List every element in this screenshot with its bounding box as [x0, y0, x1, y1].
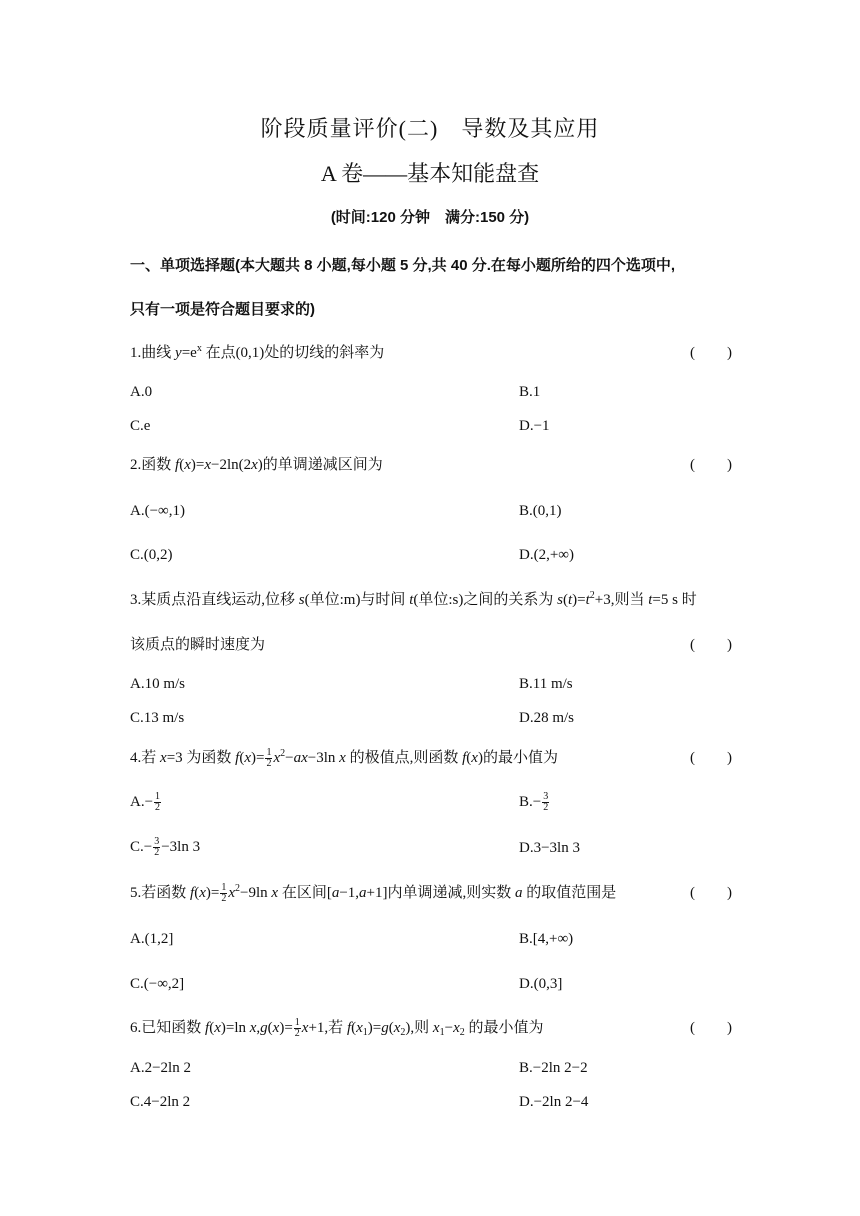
- q4-option-c: C.− $\frac{3}{2}$ −3ln 3: [130, 836, 201, 859]
- section-heading-line1: 一、单项选择题(本大题共 8 小题,每小题 5 分,共 40 分.在每小题所给的四个选项中,: [130, 257, 676, 274]
- question-1-text: 1.曲线 $y=e^x$ 在点(0,1)处的切线的斜率为: [130, 343, 385, 361]
- q1-option-a: A.0: [130, 384, 153, 400]
- fraction: $\frac{1}{2}$: [266, 747, 272, 770]
- q3-option-b: B.11 m/s: [519, 676, 573, 692]
- q4-option-b: B.− $\frac{3}{2}$: [519, 791, 549, 814]
- q1-option-c: C.e: [130, 418, 151, 434]
- q2-option-c: C.(0,2): [130, 547, 173, 563]
- q1-option-d: D.−1: [519, 418, 550, 434]
- answer-bracket: ( ): [690, 1020, 732, 1036]
- time-info: (时间:120 分钟 满分:150 分): [330, 209, 530, 226]
- fraction: $\frac{1}{2}$: [221, 882, 227, 905]
- q6-option-c: C.4−2ln 2: [130, 1094, 191, 1110]
- question-3-text-line2: 该质点的瞬时速度为: [130, 637, 266, 653]
- q3-option-c: C.13 m/s: [130, 710, 185, 726]
- answer-bracket: ( ): [690, 637, 732, 653]
- answer-bracket: ( ): [690, 750, 732, 766]
- q3-option-a: A.10 m/s: [130, 676, 186, 692]
- page-title: 阶段质量评价(二) 导数及其应用: [260, 116, 600, 141]
- question-6-text: 6.已知函数 f(x)=ln x,g(x)= $\frac{1}{2}$ x+1,若 $f(x_1)=g(x_2)$,则 $x_1-x_2$ 的最小值为: [130, 1017, 544, 1040]
- q5-option-c: C.(−∞,2]: [130, 976, 185, 992]
- fraction: $\frac{1}{2}$: [294, 1017, 300, 1040]
- q6-option-b: B.−2ln 2−2: [519, 1060, 588, 1076]
- q2-option-b: B.(0,1): [519, 503, 562, 519]
- answer-bracket: ( ): [690, 345, 732, 361]
- question-3-text: 3.某质点沿直线运动,位移 s(单位:m)与时间 t(单位:s)之间的关系为 $s(t)=t^2+3$,则当 t=5 s 时: [130, 590, 697, 608]
- section-heading-line2: 只有一项是符合题目要求的): [130, 301, 315, 318]
- answer-bracket: ( ): [690, 457, 732, 473]
- q2-option-d: D.(2,+∞): [519, 547, 574, 563]
- q6-option-a: A.2−2ln 2: [130, 1060, 191, 1076]
- question-4-text: 4.若 x=3 为函数 f(x)= $\frac{1}{2}$ $x^2-ax-3\ln$ x 的极值点,则函数 f(x)的最小值为: [130, 747, 558, 770]
- q5-option-d: D.(0,3]: [519, 976, 563, 992]
- answer-bracket: ( ): [690, 885, 732, 901]
- q5-option-a: A.(1,2]: [130, 931, 174, 947]
- section-subtitle: A 卷——基本知能盘查: [320, 161, 540, 186]
- question-2-text: 2.函数 f(x)=x−2ln(2x)的单调递减区间为: [130, 457, 383, 473]
- question-5-text: 5.若函数 f(x)= $\frac{1}{2}$ $x^2-9\ln$ x 在区间[a−1,a+1]内单调递减,则实数 a 的取值范围是: [130, 882, 617, 905]
- q4-option-d: D.3−3ln 3: [519, 840, 580, 856]
- q3-option-d: D.28 m/s: [519, 710, 575, 726]
- q2-option-a: A.(−∞,1): [130, 503, 185, 519]
- q6-option-d: D.−2ln 2−4: [519, 1094, 589, 1110]
- q4-option-a: A.− $\frac{1}{2}$: [130, 791, 161, 814]
- q1-option-b: B.1: [519, 384, 541, 400]
- q5-option-b: B.[4,+∞): [519, 931, 574, 947]
